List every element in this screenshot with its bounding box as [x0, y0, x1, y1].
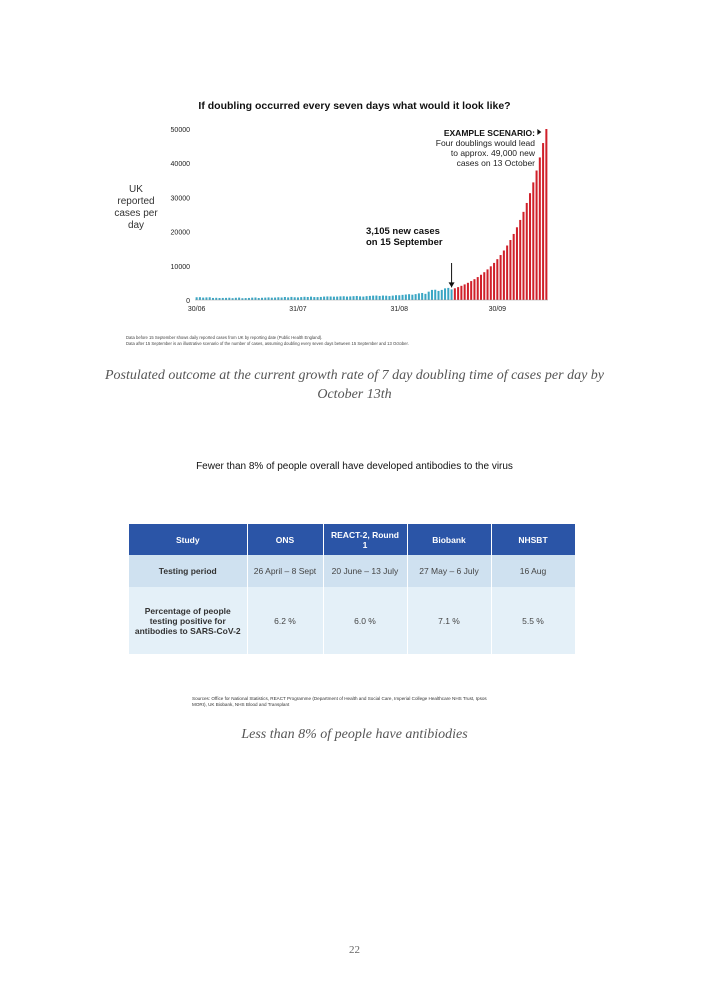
observed-bar — [294, 297, 296, 300]
column-header: NHSBT — [491, 524, 575, 555]
y-tick-label: 40000 — [170, 161, 190, 169]
projected-bar — [477, 277, 479, 300]
x-tick-label: 31/07 — [289, 306, 307, 313]
observed-bar — [379, 296, 381, 300]
scenario-line: Four doublings would lead — [435, 138, 535, 148]
observed-bar — [388, 296, 390, 300]
observed-bar — [238, 298, 240, 300]
projected-bar — [509, 240, 511, 300]
observed-bar — [202, 298, 204, 300]
observed-bar — [362, 297, 364, 300]
observed-bar — [251, 298, 253, 300]
observed-bar — [385, 296, 387, 300]
column-header: REACT-2, Round 1 — [323, 524, 407, 555]
observed-bar — [323, 297, 325, 300]
observed-bar — [369, 296, 371, 300]
projected-bar — [487, 269, 489, 300]
observed-bar — [212, 298, 214, 300]
projected-bar — [480, 275, 482, 300]
projected-bar — [503, 251, 505, 300]
case-projection-chart — [0, 0, 709, 330]
observed-bar — [209, 297, 211, 300]
antibody-study-table — [129, 524, 576, 654]
observed-bar — [287, 297, 289, 300]
observed-bar — [424, 294, 426, 300]
y-tick-label: 30000 — [170, 195, 190, 203]
observed-bar — [343, 296, 345, 300]
table-cell: 27 May – 6 July — [407, 555, 491, 587]
observed-bar — [346, 297, 348, 300]
observed-bar — [225, 298, 227, 300]
projected-bar — [490, 266, 492, 300]
scenario-arrow-head — [537, 129, 541, 135]
observed-bar — [330, 297, 332, 300]
observed-bar — [310, 297, 312, 300]
observed-bar — [353, 296, 355, 300]
observed-bar — [290, 297, 292, 300]
observed-bar — [222, 298, 224, 300]
observed-bar — [277, 297, 279, 300]
observed-bar — [281, 297, 283, 300]
current-cases-callout — [366, 226, 466, 248]
table-cell: 6.2 % — [247, 587, 323, 654]
projected-bar — [457, 287, 459, 300]
y-tick-label: 20000 — [170, 229, 190, 237]
table-cell: 5.5 % — [491, 587, 575, 654]
projected-bar — [539, 157, 541, 300]
observed-bar — [431, 290, 433, 300]
observed-bar — [441, 290, 443, 300]
projected-bar — [483, 272, 485, 300]
observed-bar — [336, 297, 338, 300]
observed-bar — [421, 293, 423, 300]
observed-bar — [248, 298, 250, 300]
projected-bar — [526, 203, 528, 300]
y-tick-label: 0 — [186, 298, 190, 305]
observed-bar — [271, 298, 273, 300]
observed-bar — [326, 296, 328, 300]
observed-bar — [196, 297, 198, 300]
projected-bar — [454, 288, 456, 300]
table-title: Fewer than 8% of people overall have developed antibodies to the virus — [196, 461, 513, 472]
observed-bar — [428, 292, 430, 300]
y-tick-label: 50000 — [170, 127, 190, 134]
source-line: Data before 15 September shows daily reported cases from UK by reporting date (Public Health England). — [126, 335, 323, 340]
observed-bar — [434, 290, 436, 300]
observed-bar — [437, 291, 439, 300]
observed-bar — [349, 296, 351, 300]
observed-bar — [320, 297, 322, 300]
observed-bar — [307, 297, 309, 300]
x-tick-label: 30/09 — [488, 306, 507, 313]
table-header-row — [129, 524, 575, 555]
scenario-line: to approx. 49,000 new — [450, 148, 535, 158]
table-cell: 16 Aug — [491, 555, 575, 587]
page-number: 22 — [349, 944, 360, 956]
projected-bar — [513, 234, 515, 300]
projected-bar — [519, 220, 521, 300]
observed-bar — [199, 297, 201, 300]
row-label: Percentage of people testing positive for antibodies to SARS-CoV-2 — [129, 587, 247, 654]
observed-bar — [235, 298, 237, 300]
projected-bar — [529, 193, 531, 300]
observed-bar — [297, 297, 299, 300]
observed-bar — [205, 297, 207, 300]
projected-bar — [496, 259, 498, 300]
chart-caption: Postulated outcome at the current growth rate of 7 day doubling time of cases per day by October 13th — [105, 368, 604, 402]
projected-bar — [500, 255, 502, 300]
observed-bar — [300, 297, 302, 300]
observed-bar — [339, 296, 341, 300]
x-tick-label: 31/08 — [390, 306, 409, 313]
observed-bar — [398, 295, 400, 300]
callout-line: 3,105 new cases — [366, 226, 440, 237]
table-sources-note: Sources: Office for National Statistics, REACT Programme (Department of Health and Social Care, Imperial College Healthcare NHS Trust, Ipsos MORI), UK Biobank, NHS Blood and Transplant — [192, 696, 487, 707]
row-label: Testing period — [129, 555, 247, 587]
observed-bar — [228, 298, 230, 300]
scenario-title: EXAMPLE SCENARIO: — [443, 128, 535, 138]
observed-bar — [375, 296, 377, 300]
observed-bar — [268, 297, 270, 300]
observed-bar — [317, 297, 319, 300]
observed-bar — [254, 298, 256, 300]
table-cell: 26 April – 8 Sept — [247, 555, 323, 587]
observed-bar — [366, 296, 368, 300]
observed-bar — [359, 296, 361, 300]
observed-bar — [261, 298, 263, 300]
observed-bar — [405, 295, 407, 300]
observed-bar — [333, 297, 335, 300]
observed-bar — [372, 296, 374, 300]
observed-bar — [395, 295, 397, 300]
example-scenario-annotation — [400, 128, 535, 168]
observed-bar — [411, 295, 413, 300]
observed-bar — [264, 298, 266, 300]
table-cell: 7.1 % — [407, 587, 491, 654]
projected-bar — [464, 284, 466, 300]
column-header: Study — [129, 524, 247, 555]
projected-bar — [467, 283, 469, 300]
source-line: Data after 15 September is an illustrative scenario of the number of cases, assuming doubling every seven days between 15 September and 13 October. — [126, 341, 409, 346]
observed-bar — [392, 296, 394, 300]
projected-bar — [545, 129, 547, 300]
table-cell: 20 June – 13 July — [323, 555, 407, 587]
scenario-line: cases on 13 October — [456, 158, 535, 168]
table-row — [129, 587, 575, 654]
projected-bar — [493, 263, 495, 300]
callout-arrow-head — [449, 282, 455, 287]
projected-bar — [460, 286, 462, 300]
observed-bar — [313, 297, 315, 300]
table-row — [129, 555, 575, 587]
observed-bar — [408, 294, 410, 300]
observed-bar — [274, 298, 276, 300]
table-caption: Less than 8% of people have antibiodies — [241, 727, 468, 742]
table-cell: 6.0 % — [323, 587, 407, 654]
chart-source-note — [126, 335, 596, 347]
projected-bar — [532, 182, 534, 300]
observed-bar — [382, 296, 384, 300]
observed-bar — [284, 297, 286, 300]
y-axis-label: UK reported cases per day — [114, 184, 158, 231]
observed-bar — [447, 288, 449, 300]
projected-bar — [473, 279, 475, 300]
column-header: Biobank — [407, 524, 491, 555]
projected-bar — [470, 281, 472, 300]
projected-bar — [542, 143, 544, 300]
y-tick-label: 10000 — [170, 263, 190, 271]
observed-bar — [451, 289, 453, 300]
observed-bar — [444, 288, 446, 300]
observed-bar — [415, 294, 417, 300]
column-header: ONS — [247, 524, 323, 555]
observed-bar — [356, 296, 358, 300]
projected-bar — [516, 227, 518, 300]
callout-line: on 15 September — [366, 237, 443, 248]
x-tick-label: 30/06 — [187, 306, 206, 313]
projected-bar — [522, 212, 524, 300]
projected-bar — [506, 246, 508, 300]
projected-bar — [536, 171, 538, 300]
observed-bar — [215, 298, 217, 300]
chart-title: If doubling occurred every seven days what would it look like? — [198, 100, 511, 112]
observed-bar — [418, 293, 420, 300]
observed-bar — [303, 297, 305, 300]
observed-bar — [402, 295, 404, 300]
